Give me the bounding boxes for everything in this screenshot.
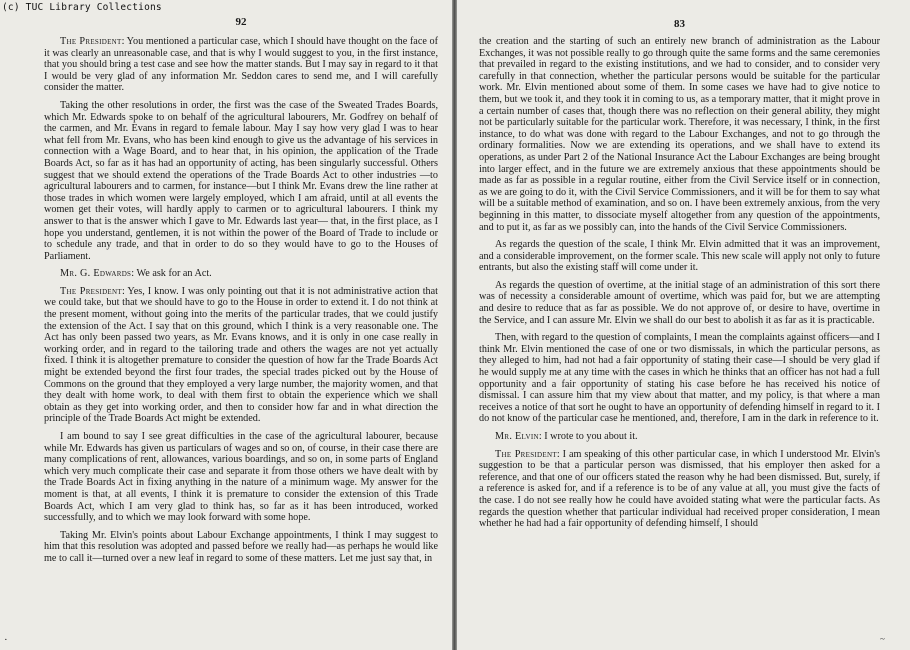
paragraph bbox=[44, 100, 438, 262]
paragraph bbox=[479, 36, 880, 233]
left-page bbox=[0, 0, 452, 650]
paragraph-text: : I wrote to you about it. bbox=[538, 431, 638, 442]
paragraph bbox=[44, 268, 438, 280]
speaker-name: The President bbox=[60, 36, 122, 47]
page-number-left: 92 bbox=[235, 16, 247, 28]
speaker-name: Mr. Elvin bbox=[495, 431, 539, 442]
paragraph-text: : We ask for an Act. bbox=[131, 268, 212, 280]
paragraph-text: Then, with regard to the question of complaints, I mean the complaints against officers—and I think Mr. Elvin mentioned the case of one or two dismissals, in which the particular persons, as they alleged to him, had not had a fair opportunity of stating their case—I should be very glad if he would supply me at any time with the cases in which he thinks that an officer has not had a full opportunity and a fair opportunity of stating his case before he has received his notice of dismissal. I can assure him that my view about that matter, and my policy, is that where a man receives a notice of that sort he ought to have an opportunity of defending himself in regard to it. I do not know of the particular case he mentioned, and, therefore, I am in the dark in reference to it. bbox=[479, 332, 880, 425]
paragraph-text: As regards the question of the scale, I think Mr. Elvin admitted that it was an improvement, and a considerable improvement, on the former scale. This new scale will apply not only to future entrants, but also the existing staff will come under it. bbox=[479, 239, 880, 274]
paragraph bbox=[479, 332, 880, 425]
paragraph bbox=[44, 431, 438, 524]
paragraph-text: As regards the question of overtime, at the initial stage of an administration of this sort there was of necessity a considerable amount of overtime, which was paid for, but we are attempting and desire to reduce that as far as possible. We do not approve of, or desire to have, overtime in the Service, and I can assure Mr. Elvin we shall do our best to abolish it as far as it is practicable. bbox=[479, 279, 880, 326]
paragraph bbox=[44, 530, 438, 565]
left-edge-mark: · bbox=[4, 634, 8, 646]
right-page bbox=[457, 0, 910, 650]
paragraph-text: : I am speaking of this other particular case, in which I understood Mr. Elvin's suggestion to be that a particular person was dismissed, that his employer then asked for a reference, and that one of our officers stated the reason why he had been dismissed. But, surely, if a reference is asked for, and if a reference is to be of any value at all, you must give the facts of the case. I do not see really how he could have avoided stating what were the particular facts. As regards the question whether that particular individual had received proper consideration, I mean whether he had had a fair opportunity of defending himself, I should bbox=[479, 448, 881, 530]
copyright-notice: (c) TUC Library Collections bbox=[2, 2, 162, 13]
paragraph-text: Taking Mr. Elvin's points about Labour Exchange appointments, I think I may suggest to him that this resolution was adopted and passed before we really had—as perhaps he would like me to call it—turned over a new leaf in regard to some of these matters. Let me just say that, in bbox=[44, 529, 438, 564]
paragraph bbox=[44, 286, 438, 425]
left-page-body bbox=[44, 36, 438, 565]
paragraph-text: the creation and the starting of such an entirely new branch of administration as the Labour Exchanges, it was not possible really to go through quite the same forms and the same ceremonies that prevailed in regard to the existing institutions, and we had to consider, and to consider very carefully in that connection, whether the particular persons would be suitable for the particular work. Mr. Elvin mentioned about some of them. In some cases we have had to give notice to them, but we took it, and they took it in coming to us, as a temporary matter, that it might prove in a certain number of cases that, though there was no reflection on their general ability, they might not be particularly suitable for the particular work. Therefore, it was necessary, I think, in the first instance, to do what was done with regard to the Labour Exchanges, and not to go through the ordinary formalities. Now we are extending its operations, and we shall have to extend its operations, as under Part 2 of the National Insurance Act the Labour Exchanges are being brought into larger effect, and in the future we are extremely anxious that these appointments should be made as far as possible in a regular routine, either from the Civil Service itself or in connection, as we are going to do it, with the Civil Service Commissioners, and it will be for them to say what will be a suitable method of examination, and so on. I have been extremely anxious, from the very beginning in this matter, to dissociate myself altogether from any question of the appointments, and to put it, as far as we possibly can, into the hands of the Civil Service Commissioners. bbox=[479, 36, 880, 233]
paragraph-text: : You mentioned a particular case, which I should have thought on the face of it was clearly an unreasonable case, and that is why I would suggest to you, in the first instance, that you should bring a test case and see how the matter stands. But I may say in regard to it that I would be very glad of any information Mr. Seddon cares to send me, and I will carefully consider the matter. bbox=[44, 36, 438, 94]
right-edge-mark: ~ bbox=[880, 634, 885, 644]
paragraph-text: I am bound to say I see great difficulties in the case of the agricultural labourer, because while Mr. Edwards has given us particulars of wages and so on, of course, in their case there are many complications of rent, allowances, various boardings, and so on, in some parts of England which very much complicate their case and separate it from those others we have dealt with by the Trade Boards Act in fixing anything in the nature of a minimum wage. My answer for the moment is that, at all events, I think it is premature to consider the extension of this Trade Boards Act, which I am very glad to think has, so far as it has been introduced, worked successfully, and to which we may look forward with some hope. bbox=[44, 431, 438, 524]
speaker-name: The President bbox=[495, 448, 557, 460]
paragraph bbox=[479, 431, 880, 443]
page-number-right: 83 bbox=[674, 18, 685, 30]
right-page-body bbox=[479, 36, 880, 530]
paragraph bbox=[479, 280, 880, 326]
paragraph-text: : Yes, I know. I was only pointing out that it is not administrative action that we could take, but that we should have to go to the House in order to extend it. I do not think at the present moment, without going into the merits of the particular trades, that we could justify the extension of the Act. I say that on this ground, which I think is a very reasonable one. The Act has only been passed two years, as Mr. Evans knows, and it is only in one case really in working order, and in regard to the tailoring trade and others the wages are not yet actually fixed. I think it is altogether premature to consider the question of how far the Trade Boards Act might be extended beyond the first four trades, the special trades picked out by the House of Commons on the ground that they employed a very large number, the majority women, and that they dealt with home work, to deal with them first to obtain the experience which we shall obtain as they get into working order, and then to consider how far and in what direction the principle of the Trade Boards Act might be extended. bbox=[44, 285, 438, 425]
paragraph bbox=[479, 449, 880, 530]
paragraph bbox=[479, 239, 880, 274]
speaker-name: The President bbox=[60, 285, 122, 297]
paragraph-text: Taking the other resolutions in order, the first was the case of the Sweated Trades Boards, which Mr. Edwards spoke to on behalf of the agricultural labourers, Mr. Godfrey on behalf of the carmen, and Mr. Evans in regard to female labour. May I say how very glad I was to hear what fell from Mr. Evans, who has been kind enough to give us the advantage of his services in connection with a Wage Board, and to hear that, in his opinion, the application of the Trade Boards Act, so far as it has had an opportunity of acting, has been singularly successful. Others suggest that we should extend the operations of the Trade Boards Act to other industries —to agricultural labourers and to carmen, for instance—but I think Mr. Evans drew the line rather at those trades in which women were largely employed, which I am afraid, until at all events the women get their votes, will hardly apply to carmen or to agricultural labourers. I think my answer to that is the answer which I gave to Mr. Edwards last year— that, in the first place, as I hope you understand, gentlemen, it is not within the power of the Board of Trade to include or to schedule any trade, and that in order to do so they would have to go to the Houses of Parliament. bbox=[44, 99, 438, 262]
paragraph bbox=[44, 36, 438, 94]
speaker-name: Mr. G. Edwards bbox=[60, 268, 132, 280]
